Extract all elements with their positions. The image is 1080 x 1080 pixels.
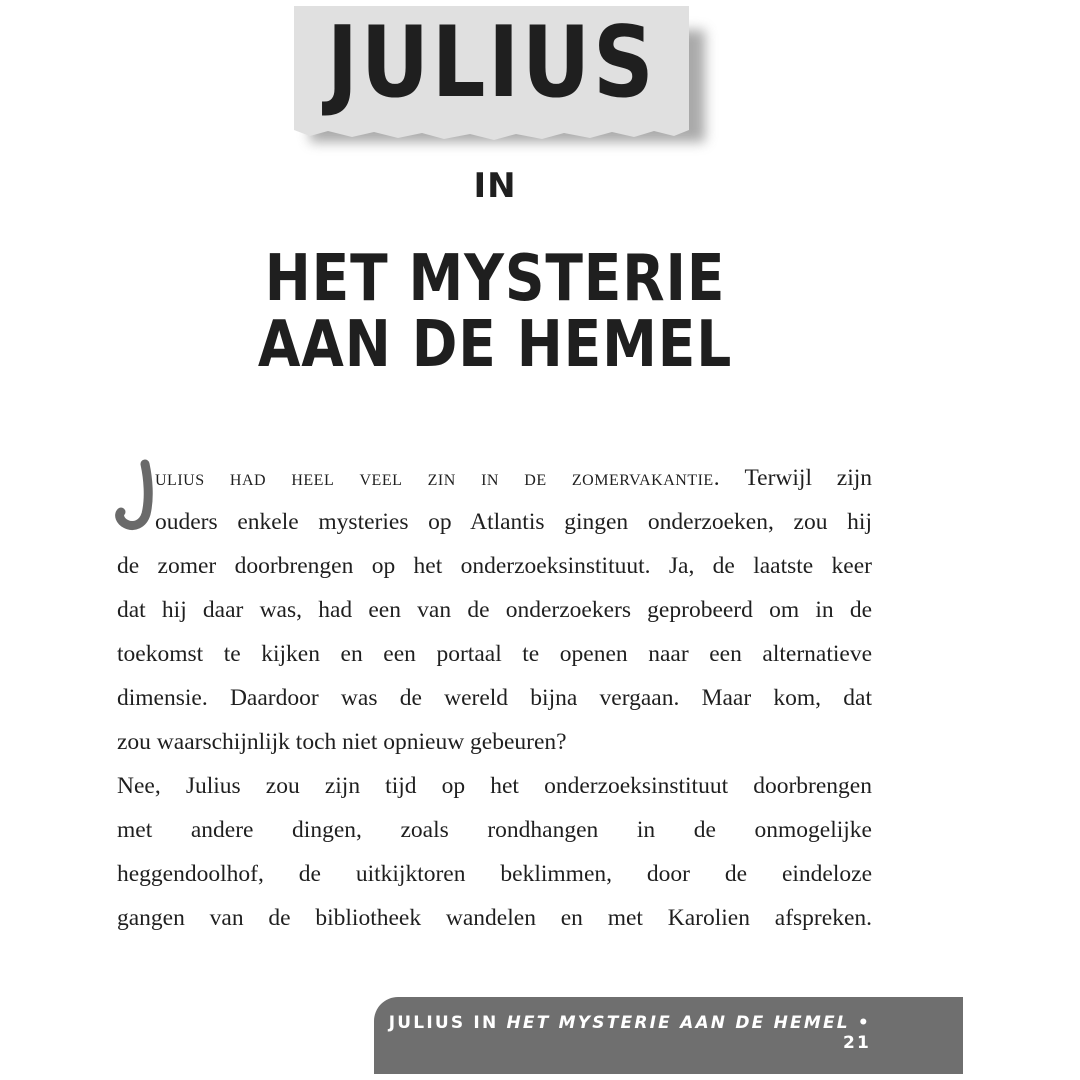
text-line: dat hij daar was, had een van de onderzoekers geprobeerd om in de [117, 597, 872, 623]
paragraph-1 [117, 456, 872, 764]
footer-series: JULIUS IN [388, 1013, 499, 1033]
body-text [117, 456, 872, 940]
text-span: Terwijl zijn [744, 465, 873, 491]
text-line: zou waarschijnlijk toch niet opnieuw gebeuren? [117, 729, 567, 755]
subtitle [0, 242, 990, 382]
text-line: de zomer doorbrengen op het onderzoeksinstituut. Ja, de laatste keer [117, 553, 872, 579]
text-line: ouders enkele mysteries op Atlantis gingen onderzoeken, zou hij [155, 509, 872, 535]
page-title: JULIUS [326, 6, 657, 120]
footer-book-title: HET MYSTERIE AAN DE HEMEL [506, 1013, 850, 1033]
text-line: dimensie. Daardoor was de wereld bijna vergaan. Maar kom, dat [117, 685, 872, 711]
subtitle-line-2: AAN DE HEMEL [257, 308, 733, 382]
text-line: met andere dingen, zoals rondhangen in de onmogelijke [117, 817, 872, 843]
text-line: Nee, Julius zou zijn tijd op het onderzoeksinstituut doorbrengen [117, 773, 872, 799]
banner-torn-edge [294, 122, 689, 144]
text-line [117, 456, 872, 500]
running-footer [374, 1013, 871, 1053]
dropcap-lead-in: ulius had heel veel zin in de zomervakantie. [155, 465, 721, 491]
text-line: heggendoolhof, de uitkijktoren beklimmen, door de eindeloze [117, 861, 872, 887]
paragraph-2 [117, 764, 872, 940]
page-number: 21 [842, 1033, 871, 1053]
title-connector: IN [473, 166, 517, 206]
text-line: toekomst te kijken en een portaal te openen naar een alternatieve [117, 641, 872, 667]
subtitle-line-1: HET MYSTERIE [264, 242, 726, 316]
footer-separator: • [857, 1013, 871, 1033]
text-line: gangen van de bibliotheek wandelen en met Karolien afspreken. [117, 905, 872, 931]
